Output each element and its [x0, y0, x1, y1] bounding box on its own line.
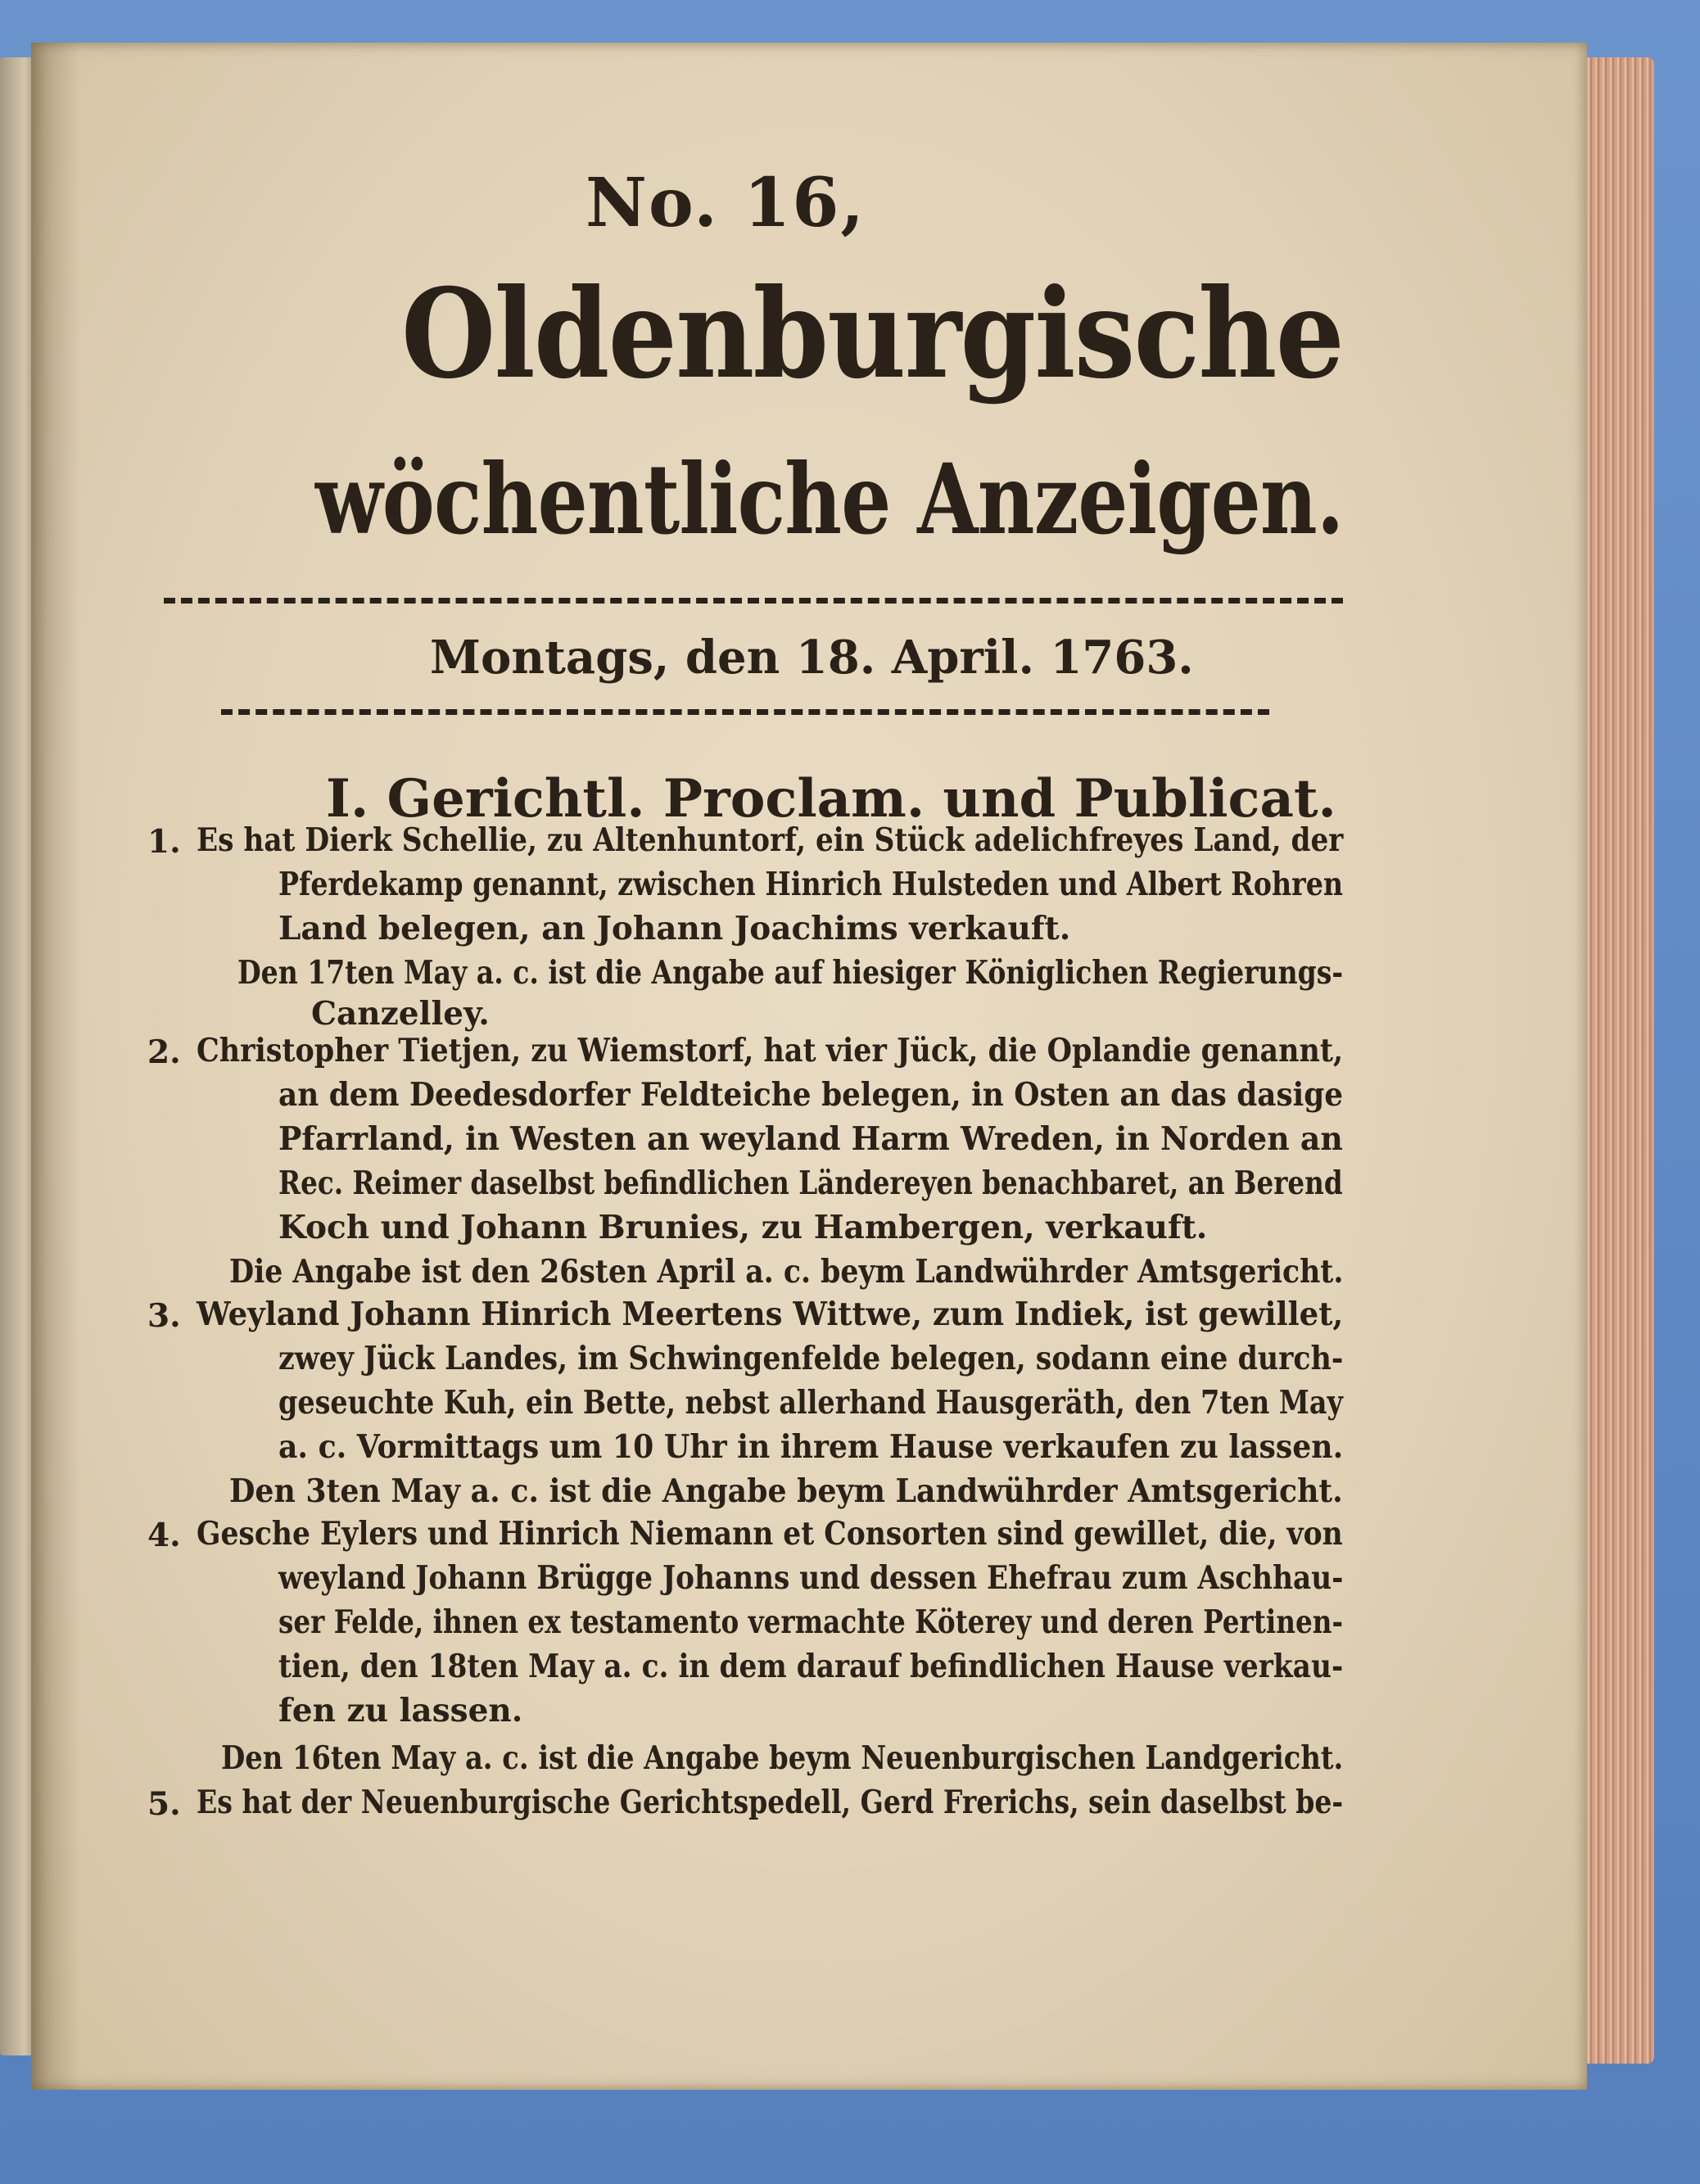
entry-line: Christopher Tietjen, zu Wiemstorf, hat vier Jück, die Oplandie genannt, [197, 1032, 1344, 1069]
entry-line: Pferdekamp genannt, zwischen Hinrich Hulsteden und Albert Rohren [278, 866, 1344, 903]
issue-date: Montags, den 18. April. 1763. [430, 631, 1194, 685]
masthead-title: Oldenburgische [401, 262, 1344, 406]
entry-note: Den 17ten May a. c. ist die Angabe auf hiesiger Königlichen Regierungs- [237, 954, 1344, 992]
entry-line: zwey Jück Landes, im Schwingenfelde belegen, sodann eine durch- [278, 1340, 1344, 1377]
entry-note: Den 16ten May a. c. ist die Angabe beym Neuenburgischen Landgericht. [221, 1739, 1344, 1777]
entry-note: Die Angabe ist den 26sten April a. c. beym Landwührder Amtsgericht. [229, 1253, 1344, 1291]
entry-line: Rec. Reimer daselbst befindlichen Ländereyen benachbaret, an Berend [278, 1164, 1343, 1202]
entry-line: Pfarrland, in Westen an weyland Harm Wreden, in Norden an [278, 1120, 1343, 1158]
entry-number: 1. [147, 823, 181, 861]
entry-line: an dem Deedesdorfer Feldteiche belegen, in Osten an das dasige [278, 1076, 1344, 1114]
entry-line: geseuchte Kuh, ein Bette, nebst allerhand Hausgeräth, den 7ten May [278, 1384, 1343, 1422]
entry-line: Gesche Eylers und Hinrich Niemann et Consorten sind gewillet, die, von [197, 1515, 1343, 1553]
entry-number: 4. [147, 1517, 181, 1554]
section-heading: I. Gerichtl. Proclam. und Publicat. [326, 768, 1336, 830]
divider-rule-bottom [221, 709, 1269, 715]
masthead-subtitle: wöchentliche Anzeigen. [315, 442, 1344, 556]
entry-line: Land belegen, an Johann Joachims verkauft. [278, 910, 1071, 947]
entry-note: Canzelley. [311, 995, 490, 1033]
entry-line: ser Felde, ihnen ex testamento vermachte Köterey und deren Pertinen- [278, 1603, 1344, 1641]
divider-rule-top [164, 598, 1343, 604]
entry-number: 3. [147, 1297, 181, 1335]
entry-number: 5. [147, 1785, 181, 1823]
gutter-shadow [31, 43, 80, 2090]
entry-line: Es hat Dierk Schellie, zu Altenhuntorf, ein Stück adelichfreyes Land, der [197, 821, 1344, 859]
entry-line: Koch und Johann Brunies, zu Hambergen, verkauft. [278, 1209, 1208, 1246]
entry-line: weyland Johann Brügge Johanns und dessen Ehefrau zum Aschhau- [278, 1559, 1344, 1597]
entry-number: 2. [147, 1033, 181, 1071]
entry-line: tien, den 18ten May a. c. in dem darauf befindlichen Hause verkau- [278, 1648, 1344, 1685]
entry-line: fen zu lassen. [278, 1692, 523, 1730]
entry-line: a. c. Vormittags um 10 Uhr in ihrem Hause verkaufen zu lassen. [278, 1428, 1344, 1466]
issue-number: No. 16, [586, 164, 866, 242]
entry-line: Es hat der Neuenburgische Gerichtspedell, Gerd Frerichs, sein daselbst be- [197, 1784, 1344, 1821]
entry-line: Weyland Johann Hinrich Meertens Wittwe, zum Indiek, ist gewillet, [197, 1295, 1344, 1333]
entry-note: Den 3ten May a. c. ist die Angabe beym Landwührder Amtsgericht. [229, 1472, 1343, 1510]
